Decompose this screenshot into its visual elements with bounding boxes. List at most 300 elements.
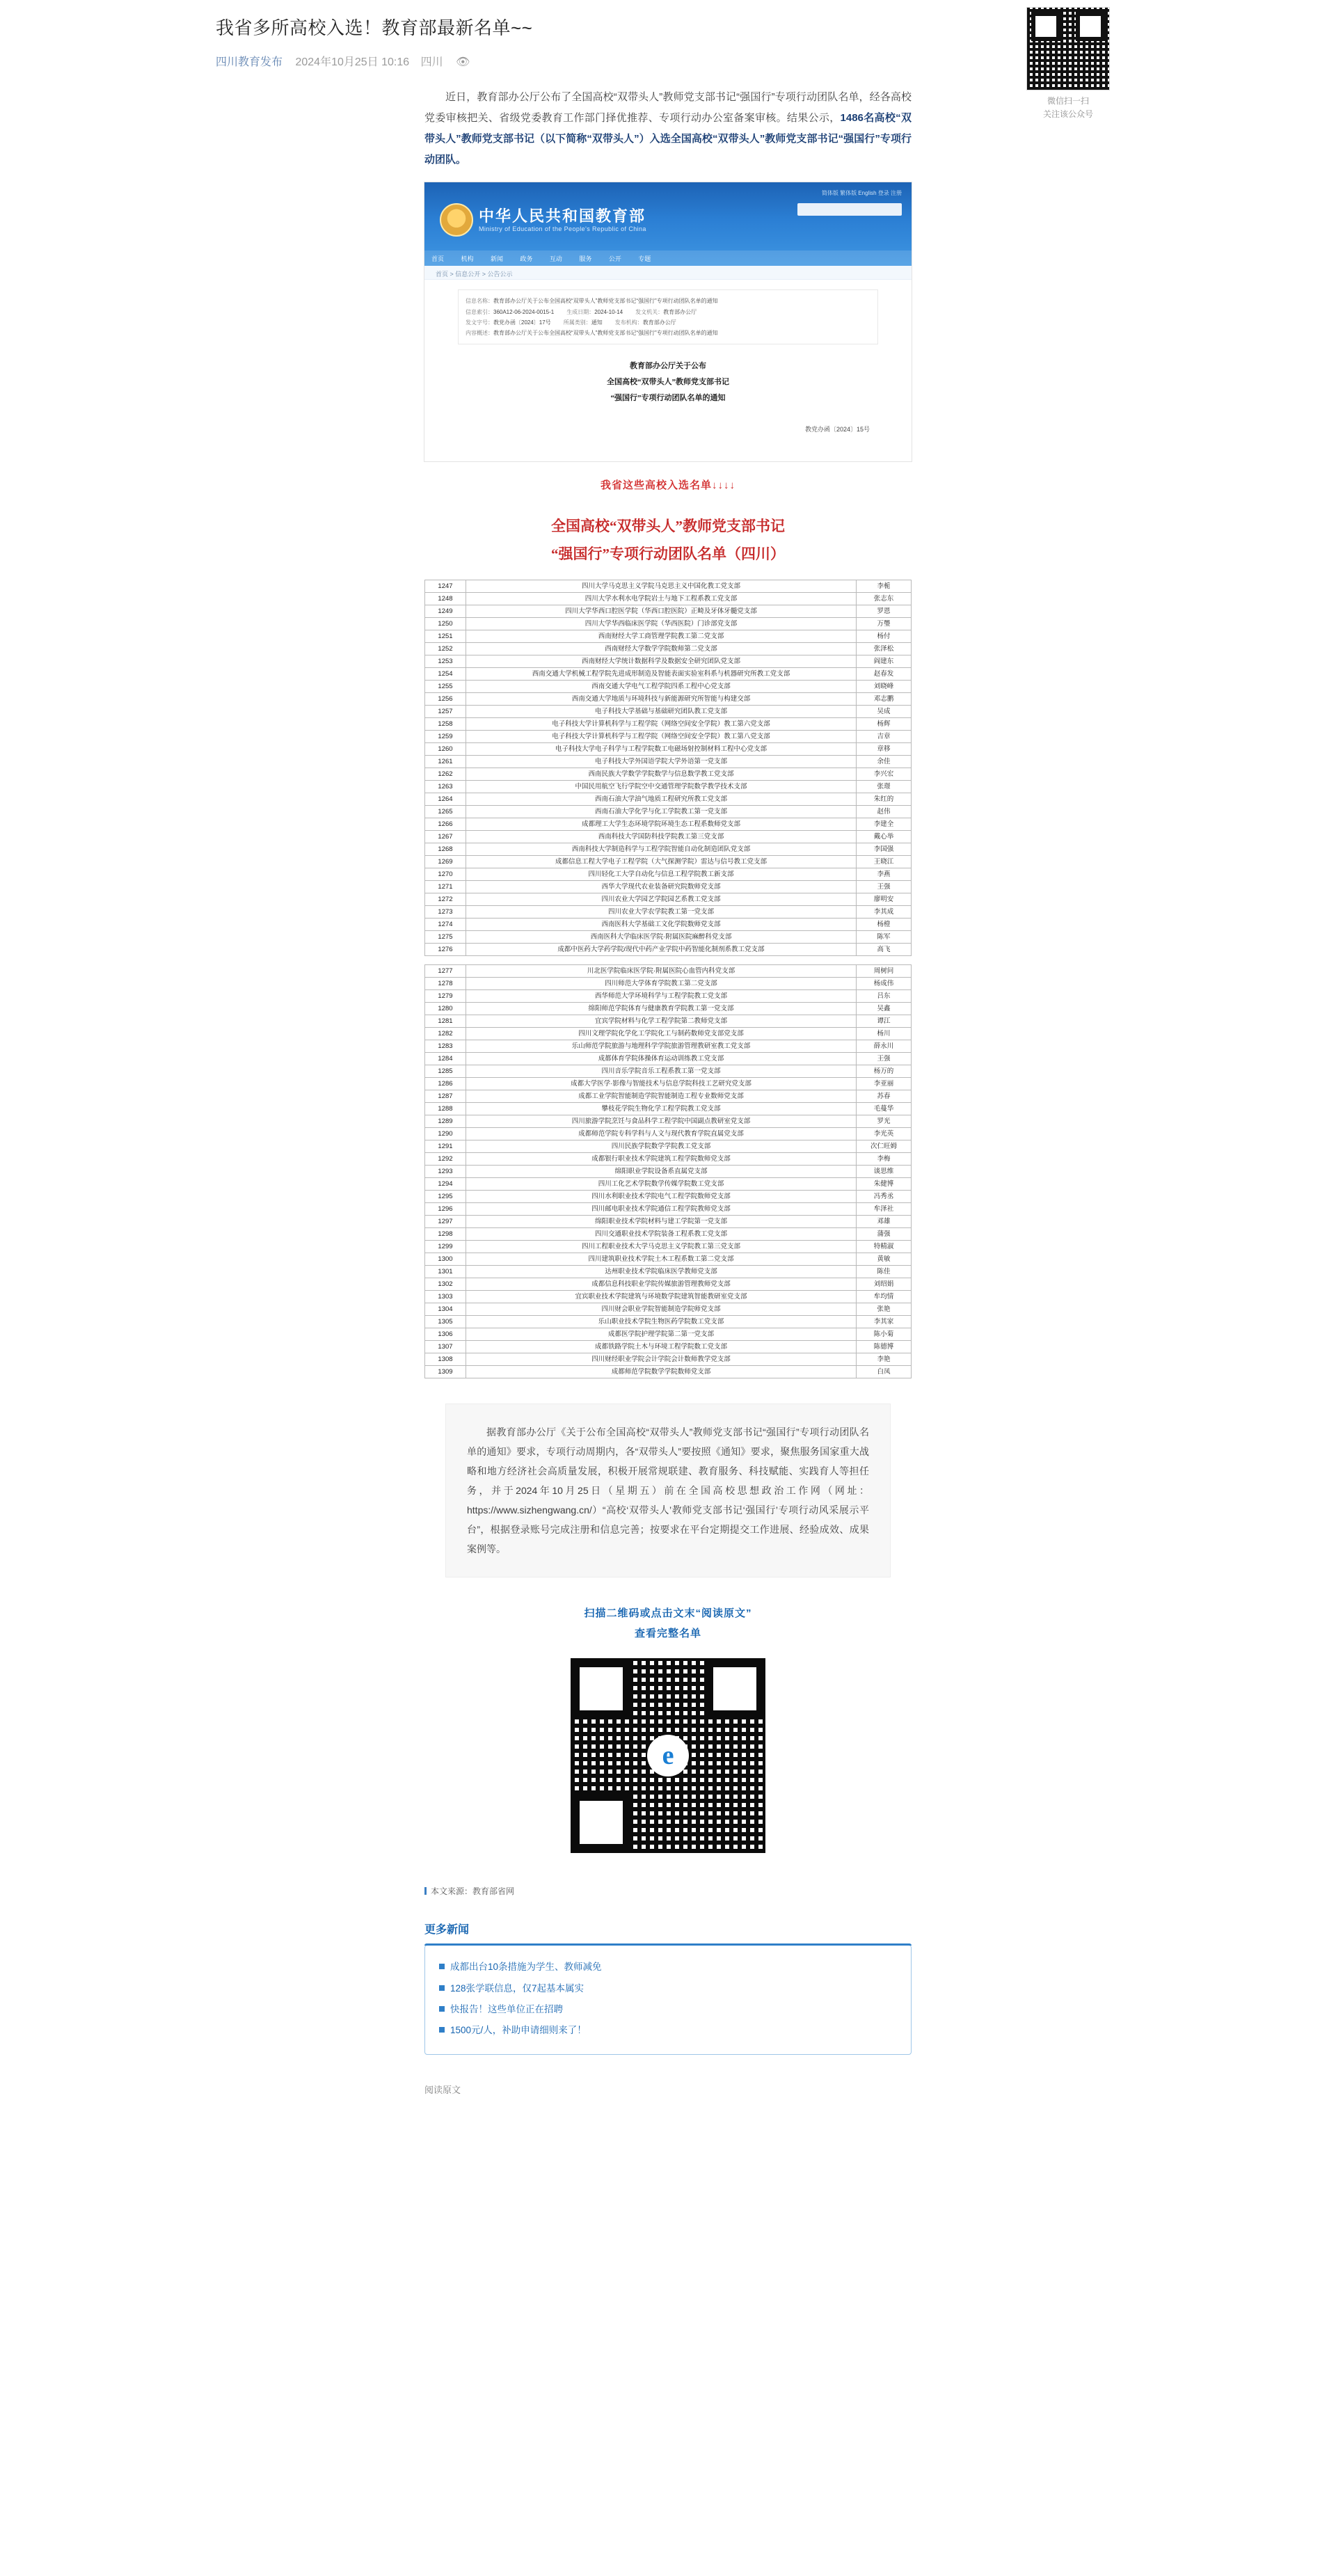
roster-body-2 [425, 965, 912, 1378]
gov-search-input[interactable] [797, 203, 902, 216]
meta-key: 发文机关： [635, 308, 664, 315]
roster-index: 1279 [425, 990, 466, 1003]
roster-secretary-name: 高飞 [857, 944, 912, 956]
roster-secretary-name: 周树问 [857, 965, 912, 978]
roster-secretary-name: 黄敏 [857, 1253, 912, 1266]
roster-branch-name: 四川建筑职业技术学院土木工程系数工第二党支部 [466, 1253, 857, 1266]
table-row [425, 1203, 912, 1216]
roster-index: 1253 [425, 655, 466, 668]
qr-finder-icon [571, 1658, 632, 1719]
roster-title-line2: “强国行”专项行动团队名单（四川） [551, 546, 785, 563]
table-row [425, 1216, 912, 1228]
roster-secretary-name: 张璟 [857, 781, 912, 793]
table-row [425, 1003, 912, 1015]
more-news-heading: 更多新闻 [424, 1924, 470, 1937]
roster-index: 1271 [425, 881, 466, 893]
read-original-link[interactable]: 阅读原文 [424, 2084, 461, 2095]
roster-index: 1252 [425, 643, 466, 655]
roster-index: 1260 [425, 743, 466, 756]
table-row [425, 655, 912, 668]
table-row [425, 944, 912, 956]
roster-index: 1289 [425, 1115, 466, 1128]
roster-branch-name: 四川邮电职业技术学院通信工程学院教师党支部 [466, 1203, 857, 1216]
intro-text-a: 近日，教育部办公厅公布了全国高校“双带头人”教师党支部书记“强国行”专项行动团队名单，经各高校党委审核把关、省级党委教育工作部门择优推荐、专项行动办公室备案审核。结果公示， [424, 91, 912, 125]
roster-branch-name: 西南石油大学油气地质工程研究所教工党支部 [466, 793, 857, 806]
roster-branch-name: 西南科技大学制造科学与工程学院智能自动化制造团队党支部 [466, 843, 857, 856]
gov-doc-title-line2: 全国高校“双带头人”教师党支部书记 [607, 378, 729, 387]
meta-value: 360A12-06-2024-0015-1 [493, 308, 555, 315]
table-row [425, 630, 912, 643]
roster-secretary-name: 吴鑫 [857, 1003, 912, 1015]
qr-center-logo-icon [647, 1735, 689, 1776]
roster-secretary-name: 万璺 [857, 618, 912, 630]
table-row [425, 605, 912, 618]
table-row [425, 668, 912, 681]
roster-secretary-name: 戴心举 [857, 831, 912, 843]
roster-branch-name: 成都师范学院专科学科与人文与现代教育学院直属党支部 [466, 1128, 857, 1140]
roster-branch-name: 四川工化艺术学院数学传媒学院数工党支部 [466, 1178, 857, 1191]
roster-secretary-name: 李其成 [857, 906, 912, 919]
table-row [425, 1228, 912, 1241]
roster-branch-name: 四川农业大学农学院教工第一党支部 [466, 906, 857, 919]
roster-branch-name: 四川文理学院化学化工学院化工与制药数师党支部党支部 [466, 1028, 857, 1040]
meta-key: 内容概述： [466, 329, 493, 336]
roster-branch-name: 四川民族学院数学学院教工党支部 [466, 1140, 857, 1153]
table-row [425, 756, 912, 768]
roster-secretary-name: 蒲强 [857, 1228, 912, 1241]
roster-index: 1259 [425, 731, 466, 743]
table-row [425, 1140, 912, 1153]
roster-index: 1290 [425, 1128, 466, 1140]
national-emblem-icon [440, 203, 473, 237]
roster-branch-name: 成都铁路学院土木与环境工程学院数工党支部 [466, 1341, 857, 1353]
gov-shot-footer-space [424, 434, 912, 461]
gov-nav-item[interactable]: 专题 [638, 255, 651, 263]
roster-branch-name: 四川水利职业技术学院电气工程学院数师党支部 [466, 1191, 857, 1203]
table-row [425, 843, 912, 856]
gov-topnav[interactable]: 简体版 繁体版 English 登录 注册 [821, 190, 902, 197]
roster-index: 1282 [425, 1028, 466, 1040]
table-row [425, 1166, 912, 1178]
roster-secretary-name: 王强 [857, 881, 912, 893]
roster-index: 1294 [425, 1178, 466, 1191]
roster-index: 1280 [425, 1003, 466, 1015]
gov-site-name-en: Ministry of Education of the People's Republic of China [479, 225, 646, 233]
intro-text-b: 1486名高校“双带头人”教师党支部书记（以下简称“双带头人”）入选全国高校“双带头人”教师党支部书记“强国行”专项行动团队。 [424, 112, 912, 166]
meta-value: 教育部办公厅 [642, 319, 676, 326]
meta-value: 教党办函〔2024〕17号 [493, 319, 551, 326]
source-text: 本文来源：教育部省网 [431, 1886, 515, 1897]
roster-secretary-name: 特精淑 [857, 1241, 912, 1253]
table-row [425, 856, 912, 868]
roster-index: 1266 [425, 818, 466, 831]
table-row [425, 906, 912, 919]
roster-secretary-name: 杨辉 [857, 718, 912, 731]
roster-secretary-name: 李燕 [857, 868, 912, 881]
gov-nav-item[interactable]: 政务 [520, 255, 533, 263]
roster-secretary-name: 白凤 [857, 1366, 912, 1378]
roster-branch-name: 四川交通职业技术学院装备工程系教工党支部 [466, 1228, 857, 1241]
article-source[interactable]: 四川教育发布 [216, 56, 283, 69]
table-row [425, 831, 912, 843]
table-row [425, 965, 912, 978]
source-line [424, 1885, 912, 1897]
table-row [425, 681, 912, 693]
roster-index: 1305 [425, 1316, 466, 1328]
table-row [425, 1191, 912, 1203]
table-row [425, 1078, 912, 1090]
gov-nav-item[interactable]: 首页 [431, 255, 445, 263]
roster-branch-name: 西南交通大学电气工程学院四系工程中心党支部 [466, 681, 857, 693]
meta-value: 2024-10-14 [594, 308, 623, 315]
roster-index: 1288 [425, 1103, 466, 1115]
table-row [425, 718, 912, 731]
roster-branch-name: 达州职业技术学院临床医学教师党支部 [466, 1266, 857, 1278]
roster-secretary-name: 王强 [857, 1053, 912, 1065]
roster-index: 1285 [425, 1065, 466, 1078]
roster-index: 1267 [425, 831, 466, 843]
news-list-item[interactable] [439, 1999, 897, 2020]
gov-doc-number: 教党办函〔2024〕15号 [804, 426, 870, 434]
roster-branch-name: 成都信息工程大学电子工程学院（大气探测学院）雷达与信号教工党支部 [466, 856, 857, 868]
official-account-qr [1016, 7, 1120, 121]
roster-table-part1 [424, 580, 912, 956]
roster-table-part2 [424, 964, 912, 1378]
roster-branch-name: 四川旅游学院烹饪与食品科学工程学院中国副点教研室党支部 [466, 1115, 857, 1128]
notice-box: 据教育部办公厅《关于公布全国高校“双带头人”教师党支部书记“强国行”专项行动团队名单的通知》要求，专项行动周期内，各“双带头人”要按照《通知》要求，聚焦服务国家重大战略和地方经济社会高质量发展，积极开展常规联建、教育服务、科技赋能、实践育人等担任务，并于2024年10月25日（星期五）前在全国高校思想政治工作网（网址：https://www.sizhengwang.cn/）“高校‘双带头人’教师党支部书记‘强国行’专项行动风采展示平台”，根据登录账号完成注册和信息完善；按要求在平台定期提交工作进展、经验成效、成果案例等。 [445, 1404, 891, 1577]
article-body [424, 87, 912, 170]
meta-value: 教育部办公厅关于公布全国高校“双带头人”教师党支部书记“强国行”专项行动团队名单的通知 [493, 329, 718, 336]
meta-value: 教育部办公厅 [663, 308, 697, 315]
table-row [425, 1115, 912, 1128]
table-row [425, 1040, 912, 1053]
roster-branch-name: 四川大学华西口腔医学院（华西口腔医院）正畸及牙体牙髓党支部 [466, 605, 857, 618]
roster-branch-name: 成都医学院护理学院第二第一党支部 [466, 1328, 857, 1341]
meta-key: 发布机构： [614, 319, 643, 326]
meta-key: 生成日期： [566, 308, 595, 315]
table-row [425, 1241, 912, 1253]
bullet-square-icon [439, 1985, 445, 1991]
table-row [425, 931, 912, 944]
roster-secretary-name: 陈佳 [857, 1266, 912, 1278]
table-row [425, 706, 912, 718]
roster-secretary-name: 邓雄 [857, 1216, 912, 1228]
roster-branch-name: 四川大学水利水电学院岩土与地下工程系教工党支部 [466, 593, 857, 605]
roster-branch-name: 西南交通大学机械工程学院先进成形制造及智能表面实验室科系与机器研究所教工党支部 [466, 668, 857, 681]
roster-secretary-name: 张志东 [857, 593, 912, 605]
full-list-qr-code[interactable] [571, 1658, 765, 1853]
roster-secretary-name: 谭江 [857, 1015, 912, 1028]
roster-secretary-name: 李其家 [857, 1316, 912, 1328]
accent-bar-icon [424, 1887, 427, 1895]
roster-branch-name: 电子科技大学外国语学院大学外语第一党支部 [466, 756, 857, 768]
table-row [425, 781, 912, 793]
roster-branch-name: 西南科技大学国防科技学院教工第三党支部 [466, 831, 857, 843]
roster-title [216, 513, 1120, 569]
roster-branch-name: 川北医学院临床医学院·附属医院心血管内科党支部 [466, 965, 857, 978]
table-row [425, 1291, 912, 1303]
table-row [425, 881, 912, 893]
roster-secretary-name: 杨付 [857, 630, 912, 643]
roster-secretary-name: 吉章 [857, 731, 912, 743]
gov-site-name: 中华人民共和国教育部 [479, 207, 646, 225]
news-list-item[interactable] [439, 1978, 897, 1999]
scan-cta [216, 1605, 1120, 1853]
roster-branch-name: 西南医科大学基础工文化学院数师党支部 [466, 919, 857, 931]
roster-secretary-name: 毛蔓华 [857, 1103, 912, 1115]
table-row [425, 990, 912, 1003]
roster-secretary-name: 苏春 [857, 1090, 912, 1103]
roster-index: 1247 [425, 580, 466, 593]
roster-secretary-name: 牟泽社 [857, 1203, 912, 1216]
roster-branch-name: 电子科技大学计算机科学与工程学院（网络空间安全学院）教工第六党支部 [466, 718, 857, 731]
roster-branch-name: 西南财经大学工商管理学院教工第二党支部 [466, 630, 857, 643]
roster-secretary-name: 牟均情 [857, 1291, 912, 1303]
roster-secretary-name: 廖明安 [857, 893, 912, 906]
roster-index: 1275 [425, 931, 466, 944]
roster-index: 1276 [425, 944, 466, 956]
table-row [425, 743, 912, 756]
meta-value: 通知 [591, 319, 603, 326]
roster-index: 1286 [425, 1078, 466, 1090]
roster-index: 1255 [425, 681, 466, 693]
table-row [425, 1090, 912, 1103]
roster-secretary-name: 李国强 [857, 843, 912, 856]
roster-branch-name: 电子科技大学计算机科学与工程学院（网络空间安全学院）教工第八党支部 [466, 731, 857, 743]
table-row [425, 1028, 912, 1040]
meta-value: 教育部办公厅关于公布全国高校“双带头人”教师党支部书记“强国行”专项行动团队名单的通知 [493, 298, 718, 305]
roster-secretary-name: 吕东 [857, 990, 912, 1003]
article-meta [216, 53, 1120, 69]
meta-key: 所属类别： [563, 319, 591, 326]
roster-branch-name: 四川财会职业学院智能制造学院师党支部 [466, 1303, 857, 1316]
roster-index: 1248 [425, 593, 466, 605]
roster-branch-name: 成都信息科技职业学院传媒旅游管理教师党支部 [466, 1278, 857, 1291]
roster-branch-name: 成都银行职业技术学院建筑工程学院数师党支部 [466, 1153, 857, 1166]
roster-index: 1268 [425, 843, 466, 856]
roster-branch-name: 绵阳师范学院体育与健康教育学院教工第一党支部 [466, 1003, 857, 1015]
roster-branch-name: 乐山职业技术学院生物医药学院数工党支部 [466, 1316, 857, 1328]
roster-branch-name: 成都师范学院数学学院数师党支部 [466, 1366, 857, 1378]
roster-branch-name: 乐山师范学院旅游与地理科学学院旅游管理教研室教工党支部 [466, 1040, 857, 1053]
roster-branch-name: 西华大学现代农业装备研究院数师党支部 [466, 881, 857, 893]
news-list-item[interactable] [439, 1957, 897, 1978]
gov-nav-item[interactable]: 服务 [579, 255, 592, 263]
roster-branch-name: 绵阳职业技术学院材料与建工学院第一党支部 [466, 1216, 857, 1228]
roster-branch-name: 成都中医药大学药学院/现代中药产业学院中药智能化制剂系教工党支部 [466, 944, 857, 956]
roster-index: 1250 [425, 618, 466, 630]
table-row [425, 1328, 912, 1341]
roster-branch-name: 成都理工大学生态环境学院环境生态工程系数师党支部 [466, 818, 857, 831]
roster-index: 1292 [425, 1153, 466, 1166]
qr-finder-icon [571, 1792, 632, 1853]
roster-secretary-name: 余佳 [857, 756, 912, 768]
table-row [425, 1278, 912, 1291]
table-row [425, 1266, 912, 1278]
gov-doc-title-line1: 教育部办公厅关于公布 [630, 362, 706, 371]
roster-index: 1263 [425, 781, 466, 793]
roster-secretary-name: 薛永川 [857, 1040, 912, 1053]
roster-branch-name: 电子科技大学基础与基础研究团队教工党支部 [466, 706, 857, 718]
roster-index: 1251 [425, 630, 466, 643]
roster-index: 1254 [425, 668, 466, 681]
roster-secretary-name: 谈思维 [857, 1166, 912, 1178]
roster-secretary-name: 王晓江 [857, 856, 912, 868]
roster-index: 1307 [425, 1341, 466, 1353]
table-row [425, 1366, 912, 1378]
roster-branch-name: 四川财经职业学院会计学院会计数师教学党支部 [466, 1353, 857, 1366]
article-date: 2024年10月25日 10:16 [295, 56, 410, 69]
roster-secretary-name: 次仁旺姆 [857, 1140, 912, 1153]
roster-secretary-name: 杨成伟 [857, 978, 912, 990]
qr-caption-line2: 关注该公众号 [1042, 109, 1093, 120]
table-row [425, 1253, 912, 1266]
news-list-item[interactable] [439, 2020, 897, 2041]
qr-finder-icon [704, 1658, 765, 1719]
roster-index: 1277 [425, 965, 466, 978]
qr-caption-line1: 微信扫一扫 [1047, 96, 1089, 106]
bullet-square-icon [439, 1964, 445, 1969]
roster-secretary-name: 吴成 [857, 706, 912, 718]
roster-branch-name: 攀枝花学院生物化学工程学院教工党支部 [466, 1103, 857, 1115]
table-row [425, 868, 912, 881]
bullet-square-icon [439, 2027, 445, 2033]
roster-branch-name: 西南民族大学数学学院数学与信息数学教工党支部 [466, 768, 857, 781]
table-row [425, 1303, 912, 1316]
roster-secretary-name: 朱红的 [857, 793, 912, 806]
article-wrapper [216, 0, 1120, 2124]
news-item-label: 1500元/人，补助申请细则来了！ [450, 2025, 587, 2036]
roster-index: 1264 [425, 793, 466, 806]
roster-index: 1269 [425, 856, 466, 868]
roster-secretary-name: 李兴宏 [857, 768, 912, 781]
news-item-label: 快报告！这些单位正在招聘 [450, 2003, 563, 2014]
meta-key: 信息名称： [466, 298, 493, 305]
table-row [425, 693, 912, 706]
roster-branch-name: 四川大学马克思主义学院马克思主义中国化教工党支部 [466, 580, 857, 593]
roster-index: 1299 [425, 1241, 466, 1253]
scan-cta-line2: 查看完整名单 [634, 1628, 701, 1640]
roster-secretary-name: 罗光 [857, 1115, 912, 1128]
roster-secretary-name: 李梅 [857, 1153, 912, 1166]
gov-doc-metadata [458, 289, 878, 344]
breadcrumb: 首页 > 信息公开 > 公告公示 [424, 266, 912, 280]
roster-secretary-name: 杨橙 [857, 919, 912, 931]
gov-doc-title-line3: “强国行”专项行动团队名单的通知 [610, 394, 726, 403]
roster-index: 1278 [425, 978, 466, 990]
roster-secretary-name: 陈军 [857, 931, 912, 944]
gov-nav-item[interactable]: 公开 [608, 255, 621, 263]
roster-index: 1308 [425, 1353, 466, 1366]
roster-index: 1281 [425, 1015, 466, 1028]
roster-branch-name: 绵阳职业学院设备系直属党支部 [466, 1166, 857, 1178]
roster-index: 1273 [425, 906, 466, 919]
bullet-square-icon [439, 2006, 445, 2012]
gov-site-header [424, 182, 912, 266]
page-title: 我省多所高校入选！教育部最新名单~~ [216, 17, 533, 38]
table-row [425, 1065, 912, 1078]
roster-branch-name: 西南医科大学临床医学院·附属医院麻醉科党支部 [466, 931, 857, 944]
roster-secretary-name: 张泽松 [857, 643, 912, 655]
table-row [425, 618, 912, 630]
article-location: 四川 [420, 56, 443, 69]
roster-branch-name: 宜宾职业技术学院建筑与环境数学院建筑智能教研室党支部 [466, 1291, 857, 1303]
roster-index: 1309 [425, 1366, 466, 1378]
gov-nav[interactable] [424, 251, 912, 266]
roster-branch-name: 电子科技大学电子科学与工程学院数工电磁场射控制材料工程中心党支部 [466, 743, 857, 756]
roster-index: 1293 [425, 1166, 466, 1178]
gov-doc-title [452, 358, 884, 406]
roster-index: 1265 [425, 806, 466, 818]
gov-nav-item[interactable]: 机构 [461, 255, 474, 263]
table-row [425, 818, 912, 831]
roster-body-1 [425, 580, 912, 956]
roster-index: 1291 [425, 1140, 466, 1153]
table-row [425, 1015, 912, 1028]
roster-index: 1296 [425, 1203, 466, 1216]
table-row [425, 919, 912, 931]
roster-index: 1257 [425, 706, 466, 718]
table-row [425, 768, 912, 781]
roster-secretary-name: 李光英 [857, 1128, 912, 1140]
roster-branch-name: 四川师范大学体育学院教工第二党支部 [466, 978, 857, 990]
news-item-label: 128张学联信息，仅7起基本属实 [450, 1982, 584, 1994]
roster-secretary-name: 邓志鹏 [857, 693, 912, 706]
roster-index: 1295 [425, 1191, 466, 1203]
roster-branch-name: 西南财经大学统计数据科学及数据安全研究团队党支部 [466, 655, 857, 668]
roster-secretary-name: 李建全 [857, 818, 912, 831]
table-row [425, 978, 912, 990]
roster-index: 1262 [425, 768, 466, 781]
roster-branch-name: 四川工程职业技术大学马克思主义学院教工第三党支部 [466, 1241, 857, 1253]
roster-secretary-name: 陈小菊 [857, 1328, 912, 1341]
roster-index: 1261 [425, 756, 466, 768]
roster-jump-link[interactable]: 我省这些高校入选名单↓↓↓↓ [600, 479, 735, 492]
scan-cta-line1: 扫描二维码或点击文末“阅读原文” [584, 1607, 752, 1620]
qr-code-icon[interactable] [1026, 7, 1110, 90]
roster-branch-name: 西南交通大学地质与环境科技与新能源研究所智能与构建交部 [466, 693, 857, 706]
table-row [425, 1053, 912, 1065]
gov-nav-item[interactable]: 互动 [549, 255, 562, 263]
roster-index: 1283 [425, 1040, 466, 1053]
table-row [425, 1341, 912, 1353]
roster-branch-name: 四川轻化工大学自动化与信息工程学院教工新支部 [466, 868, 857, 881]
roster-index: 1274 [425, 919, 466, 931]
roster-index: 1284 [425, 1053, 466, 1065]
roster-secretary-name: 阎建东 [857, 655, 912, 668]
roster-index: 1272 [425, 893, 466, 906]
table-row [425, 1353, 912, 1366]
eye-icon: 👁 [456, 56, 470, 69]
roster-branch-name: 西南财经大学数学学院数师第二党支部 [466, 643, 857, 655]
table-row [425, 580, 912, 593]
table-row [425, 643, 912, 655]
roster-branch-name: 西华师范大学环境科学与工程学院教工党支部 [466, 990, 857, 1003]
roster-secretary-name: 刘绍娟 [857, 1278, 912, 1291]
roster-branch-name: 成都体育学院体操体育运动训练教工党支部 [466, 1053, 857, 1065]
roster-branch-name: 中国民用航空飞行学院空中交通管理学院数学教学技术支部 [466, 781, 857, 793]
roster-index: 1256 [425, 693, 466, 706]
gov-nav-item[interactable]: 新闻 [490, 255, 503, 263]
table-row [425, 806, 912, 818]
table-row [425, 1153, 912, 1166]
roster-index: 1270 [425, 868, 466, 881]
roster-branch-name: 四川大学华西临床医学院（华西医院）门诊部党支部 [466, 618, 857, 630]
roster-index: 1300 [425, 1253, 466, 1266]
roster-secretary-name: 李亚丽 [857, 1078, 912, 1090]
roster-secretary-name: 章移 [857, 743, 912, 756]
roster-secretary-name: 罗恩 [857, 605, 912, 618]
